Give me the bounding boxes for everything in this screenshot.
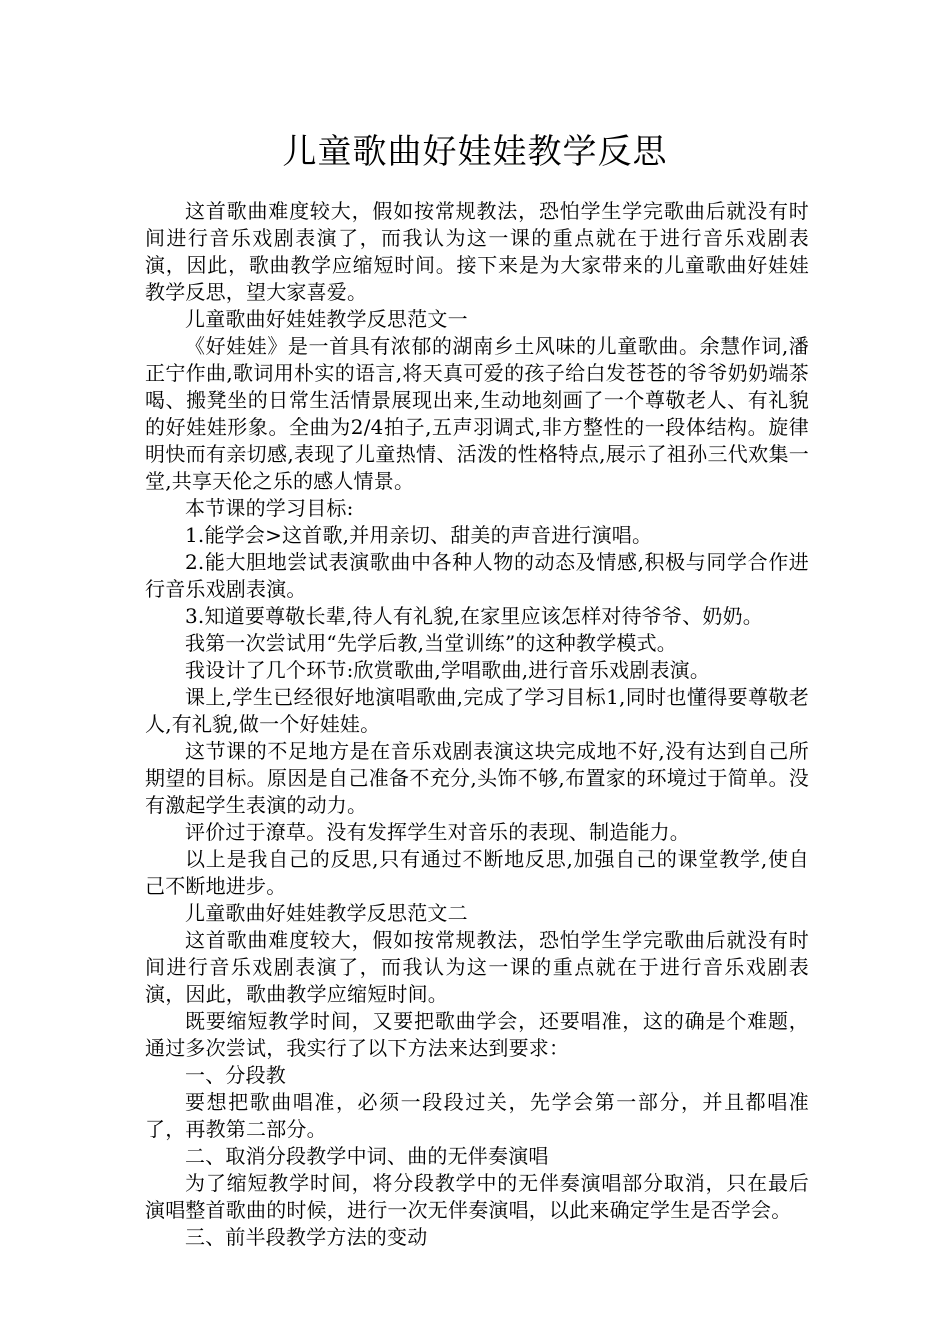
intro-paragraph: 这首歌曲难度较大，假如按常规教法，恐怕学生学完歌曲后就没有时间进行音乐戏剧表演了，而我认为这一课的重点就在于进行音乐戏剧表演，因此，歌曲教学应缩短时间。接下来是为大家带来的儿童歌曲好娃娃教学反思，望大家喜爱。 [145,199,809,304]
song-description-paragraph: 《好娃娃》是一首具有浓郁的湖南乡土风味的儿童歌曲。余慧作词,潘正宁作曲,歌词用朴实的语言,将天真可爱的孩子给白发苍苍的爷爷奶奶端茶喝、搬凳坐的日常生活情景展现出来,生动地刻画了一个尊敬老人、有礼貌的好娃娃形象。全曲为2/4拍子,五声羽调式,非方整性的一段体结构。旋律明快而有亲切感,表现了儿童热情、活泼的性格特点,展示了祖孙三代欢集一堂,共享天伦之乐的感人情景。 [145,334,809,493]
learning-goal-1: 1.能学会>这首歌,并用亲切、甜美的声音进行演唱。 [185,523,653,547]
method-1-paragraph: 要想把歌曲唱准，必须一段段过关，先学会第一部分，并且都唱准了，再教第二部分。 [145,1090,809,1141]
learning-goal-2: 2.能大胆地尝试表演歌曲中各种人物的动态及情感,积极与同学合作进行音乐戏剧表演。 [145,550,809,601]
section-heading-sample-two: 儿童歌曲好娃娃教学反思范文二 [185,901,468,925]
method-2-paragraph: 为了缩短教学时间，将分段教学中的无伴奏演唱部分取消，只在最后演唱整首歌曲的时候，进行一次无伴奏演唱，以此来确定学生是否学会。 [145,1171,809,1222]
reflection-summary-paragraph: 以上是我自己的反思,只有通过不断地反思,加强自己的课堂教学,使自己不断地进步。 [145,847,809,898]
teaching-mode-paragraph: 我第一次尝试用“先学后教,当堂训练”的这种教学模式。 [185,631,678,655]
class-result-paragraph: 课上,学生已经很好地演唱歌曲,完成了学习目标1,同时也懂得要尊敬老人,有礼貌,做一个好娃娃。 [145,685,809,736]
shortcomings-paragraph: 这节课的不足地方是在音乐戏剧表演这块完成地不好,没有达到自己所期望的目标。原因是自己准备不充分,头饰不够,布置家的环境过于简单。没有激起学生表演的动力。 [145,739,809,817]
learning-goals-heading: 本节课的学习目标: [185,496,354,520]
method-intro-paragraph: 既要缩短教学时间，又要把歌曲学会，还要唱准，这的确是个难题，通过多次尝试，我实行了以下方法来达到要求： [145,1009,809,1060]
section-heading-sample-one: 儿童歌曲好娃娃教学反思范文一 [185,307,468,331]
document-body [145,198,809,1251]
method-heading-1: 一、分段教 [185,1063,286,1087]
method-heading-2: 二、取消分段教学中词、曲的无伴奏演唱 [185,1144,549,1168]
sample-two-intro-paragraph: 这首歌曲难度较大，假如按常规教法，恐怕学生学完歌曲后就没有时间进行音乐戏剧表演了，而我认为这一课的重点就在于进行音乐戏剧表演，因此，歌曲教学应缩短时间。 [145,928,809,1006]
lesson-steps-paragraph: 我设计了几个环节:欣赏歌曲,学唱歌曲,进行音乐戏剧表演。 [185,658,711,682]
evaluation-paragraph: 评价过于潦草。没有发挥学生对音乐的表现、制造能力。 [185,820,690,844]
learning-goal-3: 3.知道要尊敬长辈,待人有礼貌,在家里应该怎样对待爷爷、奶奶。 [185,604,763,628]
method-heading-3: 三、前半段教学方法的变动 [185,1225,428,1249]
document-title: 儿童歌曲好娃娃教学反思 [282,132,668,172]
